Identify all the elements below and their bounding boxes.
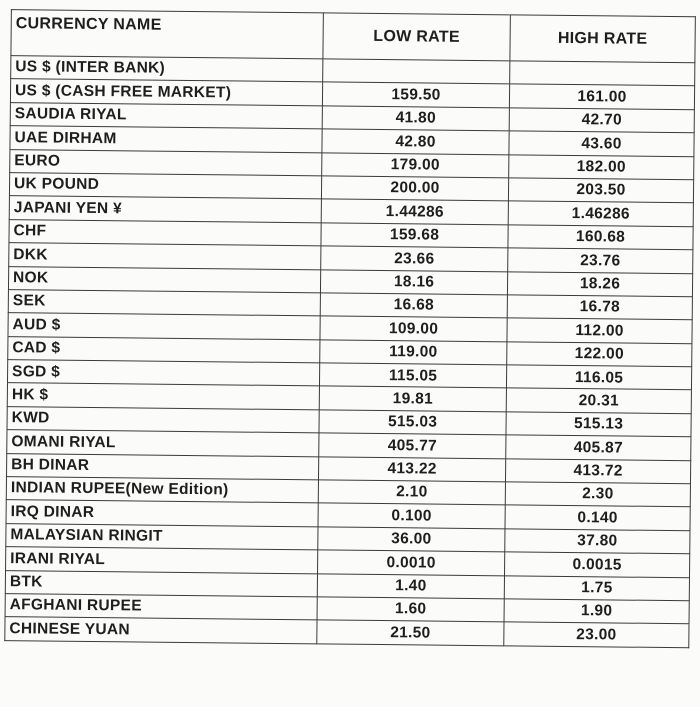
currency-name-cell: SGD $	[7, 360, 319, 387]
currency-name-cell: OMANI RIYAL	[7, 430, 319, 457]
low-rate-cell: 0.0010	[318, 550, 505, 575]
low-rate-cell: 1.44286	[321, 199, 508, 224]
header-currency-name: CURRENCY NAME	[11, 10, 323, 59]
high-rate-cell: 2.30	[505, 482, 690, 507]
high-rate-cell: 1.90	[504, 599, 689, 624]
currency-rates-table	[4, 9, 696, 648]
currency-name-cell: JAPANI YEN ¥	[9, 196, 321, 223]
high-rate-cell: 1.46286	[508, 201, 693, 226]
currency-name-cell: SAUDIA RIYAL	[10, 102, 322, 129]
currency-name-cell: UAE DIRHAM	[10, 126, 322, 153]
rate-rows	[5, 56, 695, 648]
currency-name-cell: BTK	[5, 570, 317, 597]
low-rate-cell	[323, 59, 510, 84]
currency-name-cell: CHINESE YUAN	[5, 617, 317, 644]
currency-name-cell: DKK	[9, 243, 321, 270]
low-rate-cell: 413.22	[318, 457, 505, 482]
high-rate-cell: 203.50	[508, 178, 693, 203]
high-rate-cell: 160.68	[508, 225, 693, 250]
high-rate-cell: 112.00	[507, 318, 692, 343]
high-rate-cell: 161.00	[509, 84, 694, 109]
low-rate-cell: 0.100	[318, 503, 505, 528]
low-rate-cell: 36.00	[318, 527, 505, 552]
high-rate-cell: 0.0015	[505, 552, 690, 577]
currency-name-cell: BH DINAR	[7, 453, 319, 480]
currency-name-cell: HK $	[7, 383, 319, 410]
high-rate-cell: 20.31	[506, 388, 691, 413]
currency-name-cell: IRQ DINAR	[6, 500, 318, 527]
currency-name-cell: INDIAN RUPEE(New Edition)	[6, 477, 318, 504]
low-rate-cell: 109.00	[320, 316, 507, 341]
currency-name-cell: CAD $	[8, 336, 320, 363]
high-rate-cell: 515.13	[506, 412, 691, 437]
low-rate-cell: 115.05	[319, 363, 506, 388]
header-high-rate: HIGH RATE	[510, 15, 695, 63]
currency-name-cell: KWD	[7, 406, 319, 433]
high-rate-cell: 1.75	[504, 575, 689, 600]
currency-name-cell: MALAYSIAN RINGIT	[6, 523, 318, 550]
header-low-rate: LOW RATE	[323, 13, 510, 61]
high-rate-cell: 182.00	[509, 154, 694, 179]
low-rate-cell: 405.77	[319, 433, 506, 458]
low-rate-cell: 19.81	[319, 386, 506, 411]
high-rate-cell: 413.72	[505, 458, 690, 483]
currency-name-cell: US $ (INTER BANK)	[11, 56, 323, 83]
low-rate-cell: 179.00	[322, 152, 509, 177]
low-rate-cell: 23.66	[321, 246, 508, 271]
low-rate-cell: 18.16	[320, 269, 507, 294]
low-rate-cell: 42.80	[322, 129, 509, 154]
low-rate-cell: 159.50	[322, 82, 509, 107]
low-rate-cell: 1.40	[317, 573, 504, 598]
low-rate-cell: 1.60	[317, 597, 504, 622]
currency-name-cell: AUD $	[8, 313, 320, 340]
currency-name-cell: US $ (CASH FREE MARKET)	[10, 79, 322, 106]
low-rate-cell: 200.00	[321, 176, 508, 201]
high-rate-cell: 16.78	[507, 295, 692, 320]
high-rate-cell: 23.76	[508, 248, 693, 273]
currency-name-cell: NOK	[8, 266, 320, 293]
high-rate-cell: 405.87	[506, 435, 691, 460]
low-rate-cell: 159.68	[321, 223, 508, 248]
high-rate-cell: 122.00	[507, 342, 692, 367]
currency-name-cell: AFGHANI RUPEE	[5, 594, 317, 621]
high-rate-cell: 23.00	[504, 622, 689, 647]
high-rate-cell: 37.80	[505, 529, 690, 554]
high-rate-cell: 42.70	[509, 108, 694, 133]
high-rate-cell	[510, 61, 695, 86]
low-rate-cell: 16.68	[320, 293, 507, 318]
header-row	[11, 10, 695, 63]
low-rate-cell: 41.80	[322, 106, 509, 131]
low-rate-cell: 21.50	[317, 620, 504, 645]
currency-name-cell: IRANI RIYAL	[6, 547, 318, 574]
high-rate-cell: 0.140	[505, 505, 690, 530]
currency-name-cell: SEK	[8, 290, 320, 317]
high-rate-cell: 116.05	[506, 365, 691, 390]
currency-name-cell: CHF	[9, 219, 321, 246]
low-rate-cell: 119.00	[320, 340, 507, 365]
low-rate-cell: 2.10	[318, 480, 505, 505]
low-rate-cell: 515.03	[319, 410, 506, 435]
high-rate-cell: 43.60	[509, 131, 694, 156]
high-rate-cell: 18.26	[507, 271, 692, 296]
currency-name-cell: EURO	[10, 149, 322, 176]
currency-name-cell: UK POUND	[9, 173, 321, 200]
